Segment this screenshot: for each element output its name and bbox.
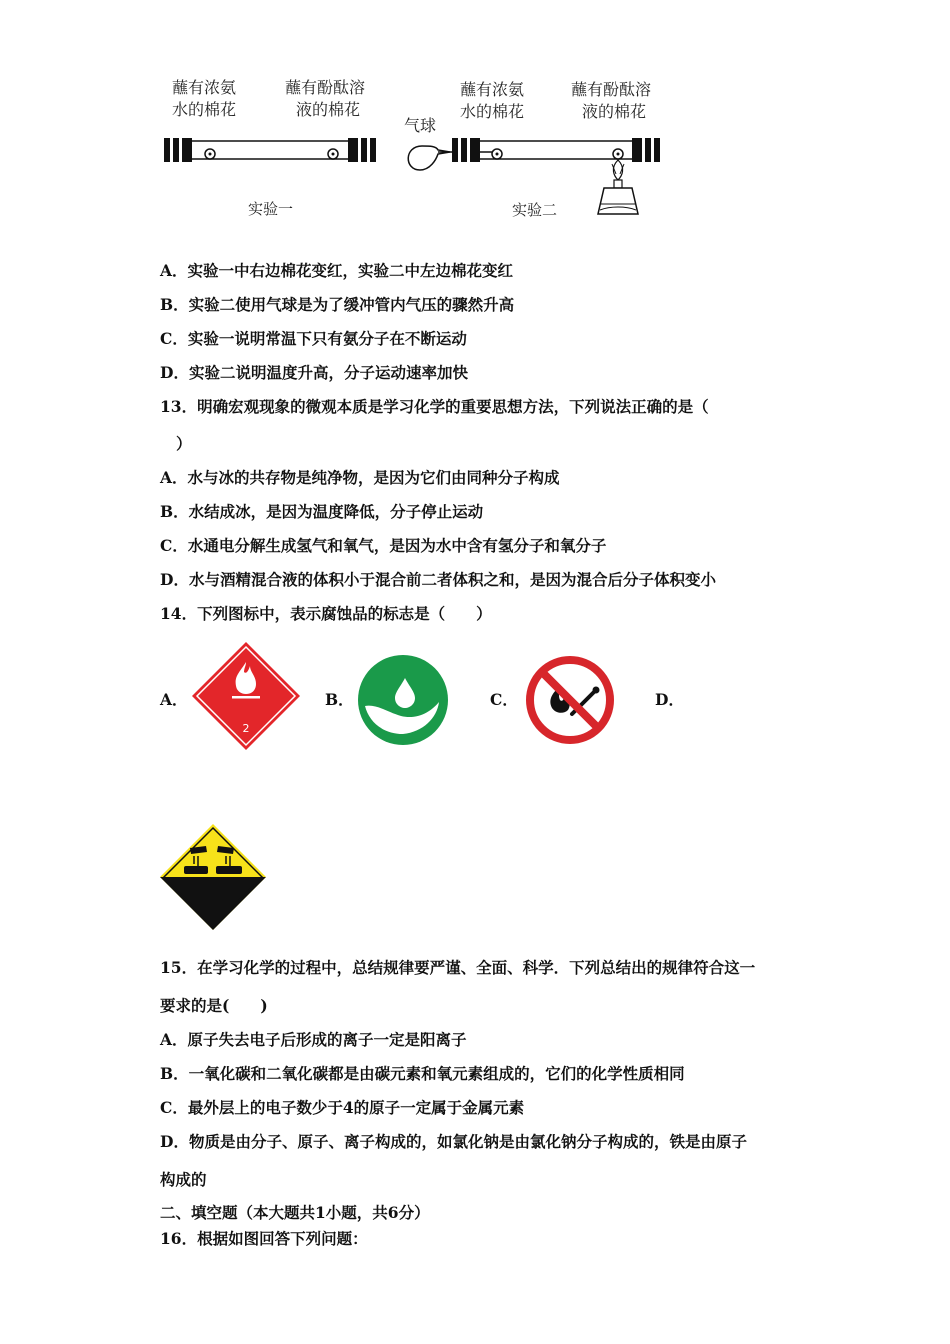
exp2-left-stopper [452,138,480,162]
no-fire-sign-icon [522,654,618,746]
exp1-right-label-line1: 蘸有酚酞溶 [285,78,366,97]
black-lower [160,877,266,930]
q14-letter-a: A． [160,690,188,709]
exp2-right-label-line1: 蘸有酚酞溶 [571,80,652,99]
q14-stem: 14．下列图标中，表示腐蚀品的标志是（ ） [160,604,492,623]
q15-option-a: A．原子失去电子后形成的离子一定是阳离子 [160,1030,467,1049]
exp2-left-label-line1: 蘸有浓氨 [460,80,525,99]
exp1-left-label-line2: 水的棉花 [172,100,237,119]
corrosive-sign-icon [158,822,268,932]
exp1-tube-diagram [160,130,385,170]
hazard-class-number: 2 [242,722,250,735]
q15-option-b: B．一氧化碳和二氧化碳都是由碳元素和氧元素组成的，它们的化学性质相同 [160,1064,685,1083]
q16-stem: 16．根据如图回答下列问题： [160,1229,368,1248]
alcohol-lamp [598,188,638,214]
q13-stem: 13．明确宏观现象的微观本质是学习化学的重要思想方法，下列说法正确的是（ [160,397,709,416]
q13-stem-end: ） [176,434,192,453]
q12-option-d: D．实验二说明温度升高，分子运动速率加快 [160,363,468,382]
exp2-balloon-label: 气球 [404,116,437,135]
q14-letter-b: B． [325,690,354,709]
corroded-hand [184,866,208,874]
q15-stem-line1: 15．在学习化学的过程中，总结规律要严谨、全面、科学．下列总结出的规律符合这一 [160,958,756,977]
corroded-metal [216,866,242,874]
balloon-shape [408,146,450,170]
exp1-left-label-line1: 蘸有浓氨 [172,78,237,97]
exp1-right-stopper [348,138,376,162]
exp1-right-label-line2: 液的棉花 [296,100,361,119]
q12-option-a: A．实验一中右边棉花变红，实验二中左边棉花变红 [160,261,514,280]
q12-option-b: B．实验二使用气球是为了缓冲管内气压的骤然升高 [160,295,515,314]
flammable-gas-sign-icon [190,640,302,752]
lamp-wick-holder [614,180,622,188]
q14-letter-c: C． [490,690,518,709]
exp2-left-label-line2: 水的棉花 [460,102,525,121]
q13-option-c: C．水通电分解生成氢气和氧气，是因为水中含有氢分子和氧分子 [160,536,607,555]
q15-option-c: C．最外层上的电子数少于4的原子一定属于金属元素 [160,1098,525,1117]
exp2-right-stopper [632,138,660,162]
section2-title: 二、填空题（本大题共1小题，共6分） [160,1203,430,1222]
exp2-right-label-line2: 液的棉花 [582,102,647,121]
exp1-caption: 实验一 [248,200,294,218]
exp2-caption: 实验二 [512,201,558,219]
q13-option-a: A．水与冰的共存物是纯净物，是因为它们由同种分子构成 [160,468,560,487]
q15-stem-line2: 要求的是( ) [160,996,268,1015]
q14-letter-d: D． [655,690,684,709]
q12-option-c: C．实验一说明常温下只有氨分子在不断运动 [160,329,467,348]
q13-option-d: D．水与酒精混合液的体积小于混合前二者体积之和，是因为混合后分子体积变小 [160,570,716,589]
exp1-left-stopper [164,138,192,162]
q13-option-b: B．水结成冰，是因为温度降低，分子停止运动 [160,502,484,521]
q15-option-d: D．物质是由分子、原子、离子构成的，如氯化钠是由氯化钠分子构成的，铁是由原子 [160,1132,747,1151]
water-saving-sign-icon [357,654,449,746]
q15-option-d-continued: 构成的 [160,1170,207,1189]
